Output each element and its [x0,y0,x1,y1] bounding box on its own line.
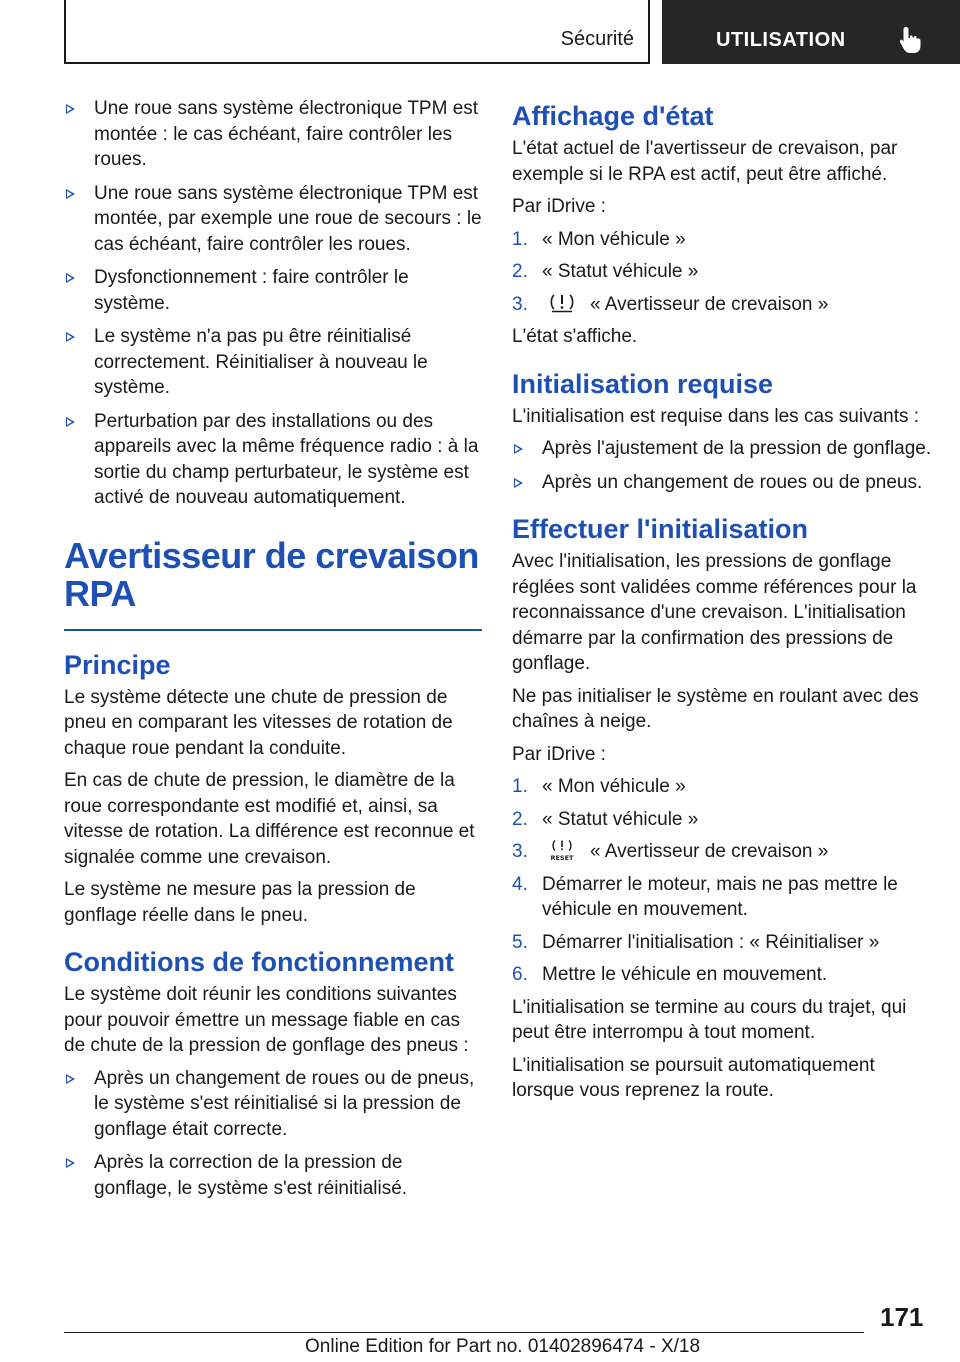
paragraph: L'état actuel de l'avertisseur de crevaison, par exemple si le RPA est actif, peut être affiché. [512,138,898,185]
bullet-triangle-icon [66,104,75,114]
bullet-triangle-icon [66,1158,75,1168]
left-column [64,96,482,1209]
paragraph: L'initialisation se termine au cours du trajet, qui peut être interrompu à tout moment. [512,996,907,1043]
list-item: 1. « Mon véhicule » [512,228,686,250]
paragraph: Le système ne mesure pas la pression de gonflage réelle dans le pneu. [64,879,416,926]
bullet-triangle-icon [66,273,75,283]
list-item: Après l'ajustement de la pression de gonflage. [512,436,932,462]
paragraph: En cas de chute de pression, le diamètre de la roue correspondante est modifié et, ainsi, sa vitesse de rotation. La différence est reconnue et signalée comme une crevaison. [64,770,475,868]
tire-warning-icon [546,292,578,314]
bullet-triangle-icon [66,189,75,199]
svg-text:RESET: RESET [550,854,574,861]
bullet-triangle-icon [514,444,523,454]
paragraph: Avec l'initialisation, les pressions de gonflage réglées sont validées comme références pour la reconnaissance d'une crevaison. L'initialisation démarre par la confirmation des pressions de gonflage. [512,551,917,674]
list-item: 4. Démarrer le moteur, mais ne pas mettre le véhicule en mouvement. [512,873,898,920]
chapter-title: Avertisseur de crevaison RPA [64,537,482,631]
bullet-triangle-icon [66,1074,75,1084]
section-title-requise: Initialisation requise [512,368,774,399]
paragraph: L'initialisation est requise dans les cas suivants : [512,405,920,427]
affichage-steps [512,227,932,318]
list-item: Le système n'a pas pu être réinitialisé correctement. Réinitialiser à nouveau le système. [64,324,482,401]
paragraph: Ne pas initialiser le système en roulant avec des chaînes à neige. [512,685,919,732]
list-item: Dysfonctionnement : faire contrôler le système. [64,265,482,316]
list-item: Une roue sans système électronique TPM est montée : le cas échéant, faire contrôler les roues. [64,96,482,173]
bullet-triangle-icon [514,478,523,488]
pointing-hand-icon [898,25,924,55]
list-item: Après un changement de roues ou de pneus. [512,470,932,496]
conditions-list [64,1066,482,1202]
initialisation-steps [512,774,932,988]
header-section-title: Sécurité [560,28,634,50]
list-item: 2. « Statut véhicule » [512,261,699,282]
list-item: 3. RESET « Avertisseur de crevaison » [512,841,829,862]
paragraph: L'état s'affiche. [512,326,638,347]
right-column [512,96,932,1111]
paragraph: Par iDrive : [512,743,606,765]
bullet-triangle-icon [66,417,75,427]
section-title-affichage: Affichage d'état [512,101,714,131]
status-messages-list [64,96,482,511]
paragraph: Le système détecte une chute de pression de pneu en comparant les vitesses de rotation de chaque roue pendant la conduite. [64,686,453,759]
list-item: Après la correction de la pression de gonflage, le système s'est réinitialisé. [64,1150,482,1201]
list-item: 5. Démarrer l'initialisation : « Réinitialiser » [512,931,880,953]
list-item: 1. « Mon véhicule » [512,776,686,797]
list-item: Après un changement de roues ou de pneus, le système s'est réinitialisé si la pression de gonflage était correcte. [64,1066,482,1143]
list-item: 2. « Statut véhicule » [512,808,699,830]
footer-edition: Online Edition for Part no. 01402896474 - X/18 [305,1336,701,1357]
header-chapter-title: UTILISATION [716,29,846,51]
section-title-effectuer: Effectuer l'initialisation [512,514,808,544]
bullet-triangle-icon [66,332,75,342]
list-item: Une roue sans système électronique TPM est montée, par exemple une roue de secours : le cas échéant, faire contrôler les roues. [64,181,482,258]
section-title-conditions: Conditions de fonctionnement [64,947,454,977]
page-number: 171 [880,1302,924,1332]
requise-list [512,436,932,495]
tire-reset-icon [546,839,578,861]
paragraph: Par iDrive : [512,196,606,217]
footer-divider [64,1332,864,1333]
paragraph: Le système doit réunir les conditions suivantes pour pouvoir émettre un message fiable en cas de chute de la pression de gonflage des pneus : [64,984,469,1056]
header-section-box [64,0,650,64]
list-item: Perturbation par des installations ou des appareils avec la même fréquence radio : à la sortie du champ perturbateur, le système est activé de nouveau automatiquement. [64,409,482,511]
list-item: 6. Mettre le véhicule en mouvement. [512,964,828,985]
section-title-principe: Principe [64,649,171,680]
paragraph: L'initialisation se poursuit automatiquement lorsque vous reprenez la route. [512,1054,875,1101]
list-item: 3. « Avertisseur de crevaison » [512,293,829,315]
header-chapter-tab [662,0,960,64]
